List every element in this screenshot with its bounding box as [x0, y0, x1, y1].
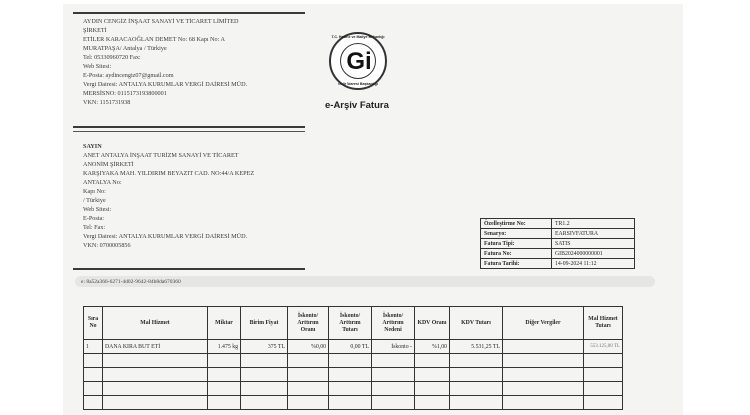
cell-kdv-orani: %1,00	[415, 340, 450, 354]
seller-mersis: MERSİSNO: 0115173193800001	[83, 90, 167, 97]
buyer-divider-top-thin	[73, 131, 305, 132]
meta-row	[481, 219, 635, 229]
col-header-diger-vergiler: Diğer Vergiler	[503, 307, 584, 340]
meta-key: Senaryo:	[481, 229, 552, 239]
cell-mal-hizmet-tutari: 553.125,00 TL	[584, 340, 623, 354]
seller-name-cont: ŞİRKETİ	[83, 27, 107, 34]
col-header-kdv-orani: KDV Oranı	[415, 307, 450, 340]
table-row-empty	[84, 382, 623, 396]
invoice-page	[63, 4, 683, 415]
meta-row	[481, 259, 635, 269]
logo-ring-top: T.C. Hazine ve Maliye Bakanlığı	[331, 35, 385, 39]
items-table	[83, 306, 623, 410]
meta-value: TR1.2	[552, 219, 635, 229]
meta-value: SATIS	[552, 239, 635, 249]
buyer-country: / Türkiye	[83, 197, 106, 204]
logo-glyph: Gi	[346, 48, 372, 75]
meta-key: Özelleştirme No:	[481, 219, 552, 229]
table-row-empty	[84, 368, 623, 382]
col-header-iskonto-nedeni: İskonto/ Arttırım Nedeni	[372, 307, 415, 340]
buyer-block	[83, 142, 254, 250]
cell-iskonto-nedeni: İskonto -	[372, 340, 415, 354]
col-header-sira: Sıra No	[84, 307, 103, 340]
seller-address-cont: MURATPAŞA/ Antalya / Türkiye	[83, 45, 167, 52]
cell-miktar: 1.475 kg	[208, 340, 241, 354]
meta-value: 14-09-2024 11:12	[552, 259, 635, 269]
buyer-address: KARŞIYAKA MAH. YILDIRIM BEYAZIT CAD. NO:44/A KEPEZ	[83, 170, 255, 177]
meta-key: Fatura Tipi:	[481, 239, 552, 249]
col-header-mal-hizmet-tutari: Mal Hizmet Tutarı	[584, 307, 623, 340]
seller-address: ETİLER KARACAOĞLAN DEMET No: 68 Kapı No: A	[83, 36, 226, 43]
buyer-address-cont: ANTALYA No:	[83, 179, 122, 186]
ettn-value	[81, 279, 181, 285]
cell-iskonto-orani: %0,00	[288, 340, 329, 354]
col-header-iskonto-orani: İskonto/ Arttırım Oranı	[288, 307, 329, 340]
gib-logo	[329, 32, 387, 90]
meta-value: GIB2024000000001	[552, 249, 635, 259]
cell-kdv-tutari: 5.531,25 TL	[450, 340, 503, 354]
buyer-phone: Tel: Fax:	[83, 224, 106, 231]
col-header-iskonto-tutari: İskonto/ Arttırım Tutarı	[329, 307, 372, 340]
logo-ring-bottom: Gelir İdaresi Başkanlığı	[338, 82, 378, 86]
buyer-divider-top	[73, 126, 305, 128]
document-type-title: e-Arşiv Fatura	[325, 100, 389, 111]
cell-birim-fiyat: 375 TL	[241, 340, 288, 354]
ettn-prefix: e:	[81, 279, 87, 285]
meta-row	[481, 249, 635, 259]
seller-name: AYDIN CENGİZ İNŞAAT SANAYİ VE TİCARET LİMİTED	[83, 18, 239, 25]
cell-diger-vergiler	[503, 340, 584, 354]
seller-web: Web Sitesi:	[83, 63, 112, 70]
cell-mal-hizmet: DANA KIRA BUT ETİ	[103, 340, 208, 354]
invoice-meta-table	[480, 218, 635, 269]
col-header-miktar: Miktar	[208, 307, 241, 340]
table-row-empty	[84, 354, 623, 368]
table-row	[84, 340, 623, 354]
buyer-web: Web Sitesi:	[83, 206, 112, 213]
meta-row	[481, 229, 635, 239]
seller-tax-office: Vergi Dairesi: ANTALYA KURUMLAR VERGİ DAİRESİ MÜD.	[83, 81, 248, 88]
buyer-heading: SAYIN	[83, 143, 102, 150]
buyer-divider-bottom	[73, 268, 305, 270]
buyer-name: ANET ANTALYA İNŞAAT TURİZM SANAYİ VE TİCARET	[83, 152, 239, 159]
buyer-tax-office: Vergi Dairesi: ANTALYA KURUMLAR VERGİ DAİRESİ MÜD.	[83, 233, 248, 240]
meta-key: Fatura No:	[481, 249, 552, 259]
buyer-door: Kapı No:	[83, 188, 106, 195]
buyer-name-cont: ANONİM ŞİRKETİ	[83, 161, 134, 168]
cell-iskonto-tutari: 0,00 TL	[329, 340, 372, 354]
seller-phone: Tel: 05330960720 Fax:	[83, 54, 141, 61]
logo-inner-ring	[340, 43, 376, 79]
meta-key: Fatura Tarihi:	[481, 259, 552, 269]
col-header-kdv-tutari: KDV Tutarı	[450, 307, 503, 340]
meta-value: EARSIVFATURA	[552, 229, 635, 239]
ettn-text: 8a52a366-6271-4d02-9642-84b8da670360	[86, 279, 181, 285]
buyer-vkn: VKN: 0700005856	[83, 242, 131, 249]
seller-block	[83, 17, 247, 107]
col-header-birim-fiyat: Birim Fiyat	[241, 307, 288, 340]
top-divider	[73, 12, 305, 14]
table-row-empty	[84, 396, 623, 410]
col-header-mal-hizmet: Mal Hizmet	[103, 307, 208, 340]
meta-row	[481, 239, 635, 249]
seller-vkn: VKN: 1151731938	[83, 99, 131, 106]
cell-sira: 1	[84, 340, 103, 354]
seller-email: E-Posta: aydincengiz07@gmail.com	[83, 72, 174, 79]
items-header-row	[84, 307, 623, 340]
buyer-email: E-Posta:	[83, 215, 104, 222]
